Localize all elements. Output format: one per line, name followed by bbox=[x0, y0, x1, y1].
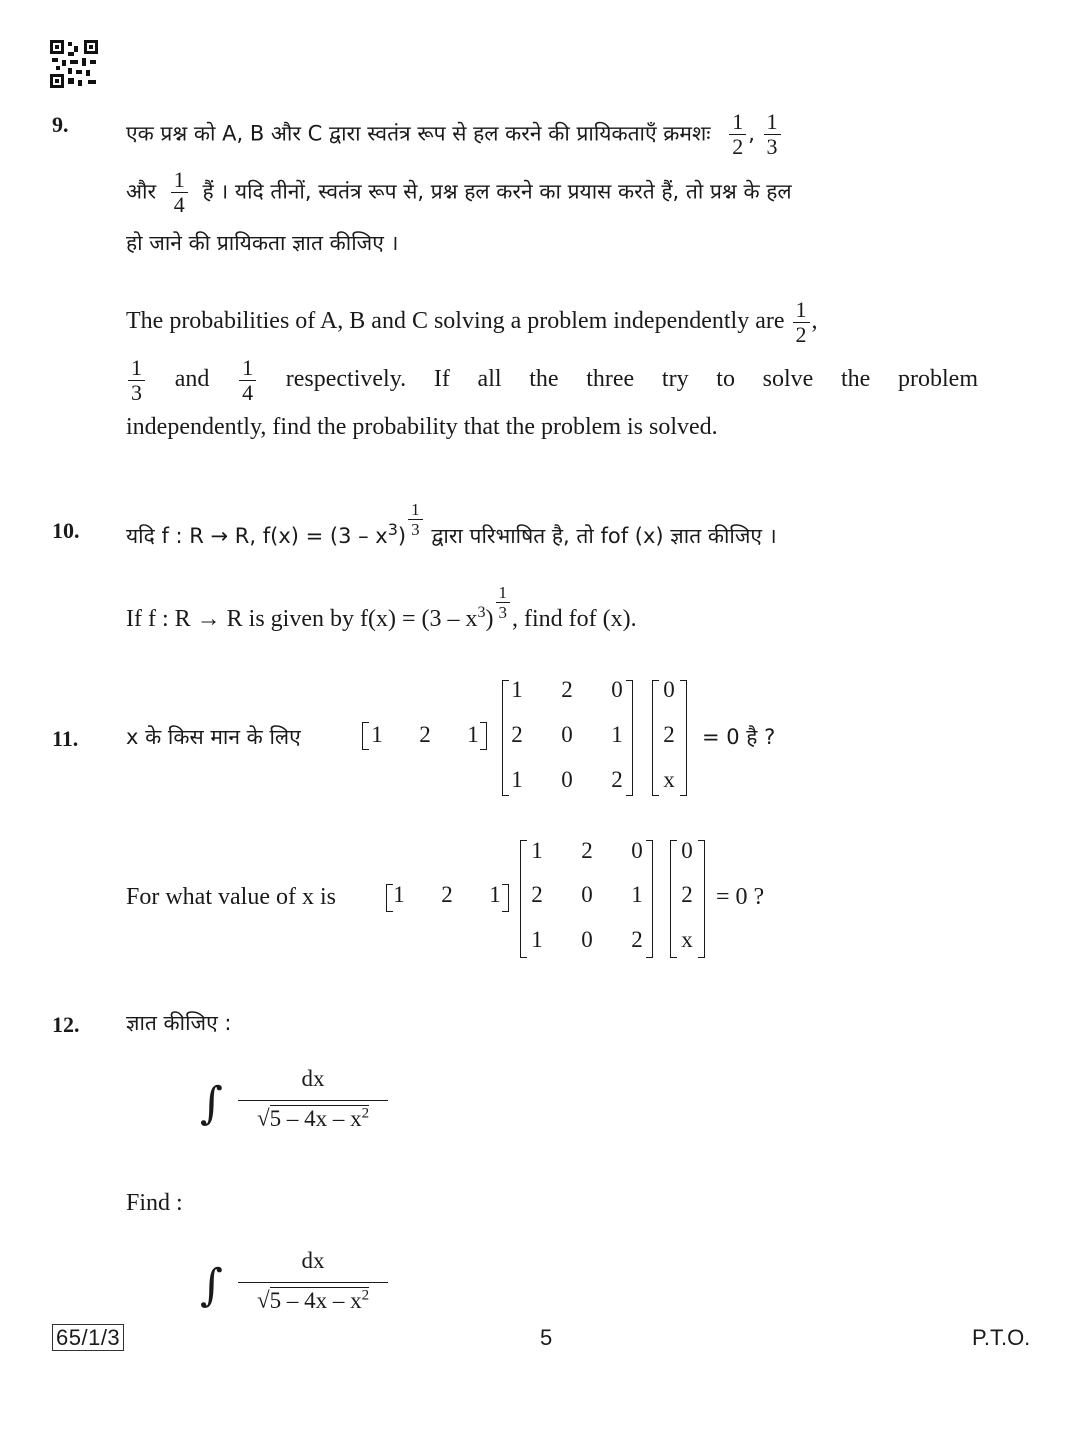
numerator: 1 bbox=[171, 168, 188, 193]
denominator: 3 bbox=[131, 380, 142, 405]
matrix-entry: 2 bbox=[561, 677, 573, 702]
square-exponent: 2 bbox=[361, 1105, 370, 1121]
matrix-entry: 0 bbox=[561, 722, 573, 747]
matrix-entry: 1 bbox=[531, 927, 543, 952]
q9-english-line-1: The probabilities of A, B and C solving a problem independently are $\frac{1}{2}$ , bbox=[126, 297, 818, 347]
matrix-entry: 0 bbox=[631, 838, 643, 863]
integrand-denominator: $√5 - 4x - x^2$ bbox=[238, 1100, 388, 1132]
matrix-entry: 1 bbox=[611, 722, 623, 747]
fraction-half bbox=[793, 298, 810, 347]
cube-exponent: 3 bbox=[477, 604, 486, 621]
matrix-entry: 1 bbox=[511, 767, 523, 792]
column-vector-entry: x bbox=[681, 927, 693, 952]
bracket-right bbox=[480, 722, 487, 750]
integral-sign-icon: ∫ bbox=[200, 1260, 223, 1311]
radicand-text: 5 – 4x – x bbox=[269, 1287, 362, 1313]
numerator: 1 bbox=[729, 110, 746, 135]
radicand bbox=[270, 1287, 370, 1313]
q12-hindi-integrand bbox=[238, 1064, 388, 1132]
fraction-quarter bbox=[171, 168, 188, 217]
matrix-entry: 2 bbox=[611, 767, 623, 792]
q9-hindi-text-2: हैं । यदि तीनों, स्वतंत्र रूप से, प्रश्न हल करने का प्रयास करते हैं, तो प्रश्न के हल bbox=[202, 179, 792, 204]
matrix-entry: 0 bbox=[561, 767, 573, 792]
denominator: 3 bbox=[766, 134, 778, 159]
q11-hindi-prompt: x के किस मान के लिए bbox=[126, 725, 301, 749]
paper-code bbox=[52, 1325, 124, 1351]
q9-hindi-line-3: हो जाने की प्रायिकता ज्ञात कीजिए । bbox=[126, 231, 399, 255]
denominator: 2 bbox=[732, 134, 744, 159]
matrix-entry: 0 bbox=[611, 677, 623, 702]
q9-english-line-3: independently, find the probability that the problem is solved. bbox=[126, 414, 718, 440]
cube-exponent: 3 bbox=[387, 520, 398, 539]
integrand-numerator: dx bbox=[301, 1066, 325, 1091]
denominator: 3 bbox=[411, 519, 420, 539]
q9-hindi-and: और bbox=[126, 179, 157, 204]
numerator: 1 bbox=[239, 356, 256, 381]
integral-sign-icon: ∫ bbox=[200, 1078, 223, 1129]
q10-english-line: If f : R → R is given by $f(x) = (3 - x^3)$ $\frac{1}{3}$ , find fof (x). bbox=[126, 582, 637, 632]
q9-english-text-1: The probabilities of A, B and C solving a problem independently are bbox=[126, 308, 785, 335]
q11-english-equals: = 0 ? bbox=[716, 884, 765, 910]
q12-english-prompt: Find : bbox=[126, 1190, 183, 1216]
row-vector-entry: 1 bbox=[467, 722, 479, 747]
row-vector-entry: 2 bbox=[419, 722, 431, 747]
matrix-entry: 2 bbox=[631, 927, 643, 952]
paper-code-text: 65/1/3 bbox=[52, 1324, 124, 1351]
column-vector-entry: 0 bbox=[663, 677, 675, 702]
q12-english-integrand bbox=[238, 1246, 388, 1314]
matrix-entry: 2 bbox=[581, 838, 593, 863]
matrix-entry: 1 bbox=[511, 677, 523, 702]
numerator: 1 bbox=[408, 500, 423, 520]
bracket-right bbox=[502, 884, 509, 912]
row-vector-entry: 1 bbox=[489, 882, 501, 907]
q11-hindi-equals: = 0 है ? bbox=[702, 725, 776, 749]
q9-english-line-2 bbox=[126, 356, 978, 405]
square-exponent: 2 bbox=[361, 1287, 370, 1303]
column-vector-entry: x bbox=[663, 767, 675, 792]
numerator: 1 bbox=[764, 110, 781, 135]
q12-hindi-prompt: ज्ञात कीजिए : bbox=[126, 1011, 232, 1035]
q10-hindi-line: यदि f : R → R, $f(x) = (3 - x^3)$ $\frac{1}{3}$ द्वारा परिभाषित है, तो fof (x) ज्ञात कीजिए । bbox=[126, 499, 777, 548]
fraction-half bbox=[729, 110, 746, 159]
exponent-one-third bbox=[408, 500, 423, 539]
qr-code-icon bbox=[50, 40, 98, 88]
bracket-right bbox=[646, 840, 653, 958]
bracket-right bbox=[680, 680, 687, 796]
denominator: 4 bbox=[173, 192, 185, 217]
pto-label: P.T.O. bbox=[972, 1325, 1031, 1350]
q10-hindi-text: द्वारा परिभाषित है, तो fof (x) ज्ञात कीजिए । bbox=[431, 524, 777, 548]
column-vector-entry: 2 bbox=[663, 722, 675, 747]
column-vector-entry: 0 bbox=[681, 838, 693, 863]
row-vector-entry: 1 bbox=[371, 722, 383, 747]
numerator: 1 bbox=[496, 583, 511, 603]
matrix-entry: 0 bbox=[581, 927, 593, 952]
q10-english-text: , find fof (x). bbox=[512, 606, 637, 632]
row-vector-entry: 2 bbox=[441, 882, 453, 907]
numerator: 1 bbox=[128, 356, 145, 381]
q10-english-function: If f : R → R is given by f(x) = (3 – x bbox=[126, 606, 478, 632]
matrix-entry: 0 bbox=[581, 882, 593, 907]
radicand-text: 5 – 4x – x bbox=[269, 1105, 362, 1131]
denominator: 3 bbox=[498, 602, 507, 622]
bracket-right bbox=[626, 680, 633, 796]
q9-hindi-line-2 bbox=[126, 168, 792, 217]
denominator: 2 bbox=[795, 322, 807, 347]
denominator: 4 bbox=[242, 380, 254, 405]
exponent-one-third bbox=[496, 583, 511, 622]
column-vector-entry: 2 bbox=[681, 882, 693, 907]
row-vector-entry: 1 bbox=[393, 882, 405, 907]
matrix-entry: 2 bbox=[531, 882, 543, 907]
numerator: 1 bbox=[793, 298, 810, 323]
question-number-10: 10. bbox=[52, 518, 80, 543]
bracket-right bbox=[698, 840, 705, 958]
page-number: 5 bbox=[540, 1325, 553, 1350]
question-number-12: 12. bbox=[52, 1012, 80, 1037]
fraction-third bbox=[764, 110, 781, 159]
matrix-entry: 2 bbox=[511, 722, 523, 747]
question-number-9: 9. bbox=[52, 112, 69, 137]
fraction-third bbox=[128, 356, 145, 405]
q9-hindi-text-1: एक प्रश्न को A, B और C द्वारा स्वतंत्र रूप से हल करने की प्रायिकताएँ क्रमशः bbox=[126, 121, 711, 146]
question-number-11: 11. bbox=[52, 726, 79, 751]
radicand bbox=[270, 1105, 370, 1131]
matrix-entry: 1 bbox=[531, 838, 543, 863]
q9-hindi-line-1: एक प्रश्न को A, B और C द्वारा स्वतंत्र रूप से हल करने की प्रायिकताएँ क्रमशः $\frac{1}{2}$ , $\frac{1}{3}$ bbox=[126, 110, 783, 159]
integrand-denominator: $√5 - 4x - x^2$ bbox=[238, 1282, 388, 1314]
q11-english-prompt: For what value of x is bbox=[126, 884, 336, 910]
integrand-numerator: dx bbox=[301, 1248, 325, 1273]
matrix-entry: 1 bbox=[631, 882, 643, 907]
q10-hindi-function: यदि f : R → R, f(x) = (3 – x bbox=[126, 524, 388, 548]
q9-english-and: and bbox=[174, 366, 210, 393]
fraction-quarter bbox=[239, 356, 256, 405]
q9-english-text-2: respectively. If all the three try to solve the problem bbox=[285, 366, 979, 393]
